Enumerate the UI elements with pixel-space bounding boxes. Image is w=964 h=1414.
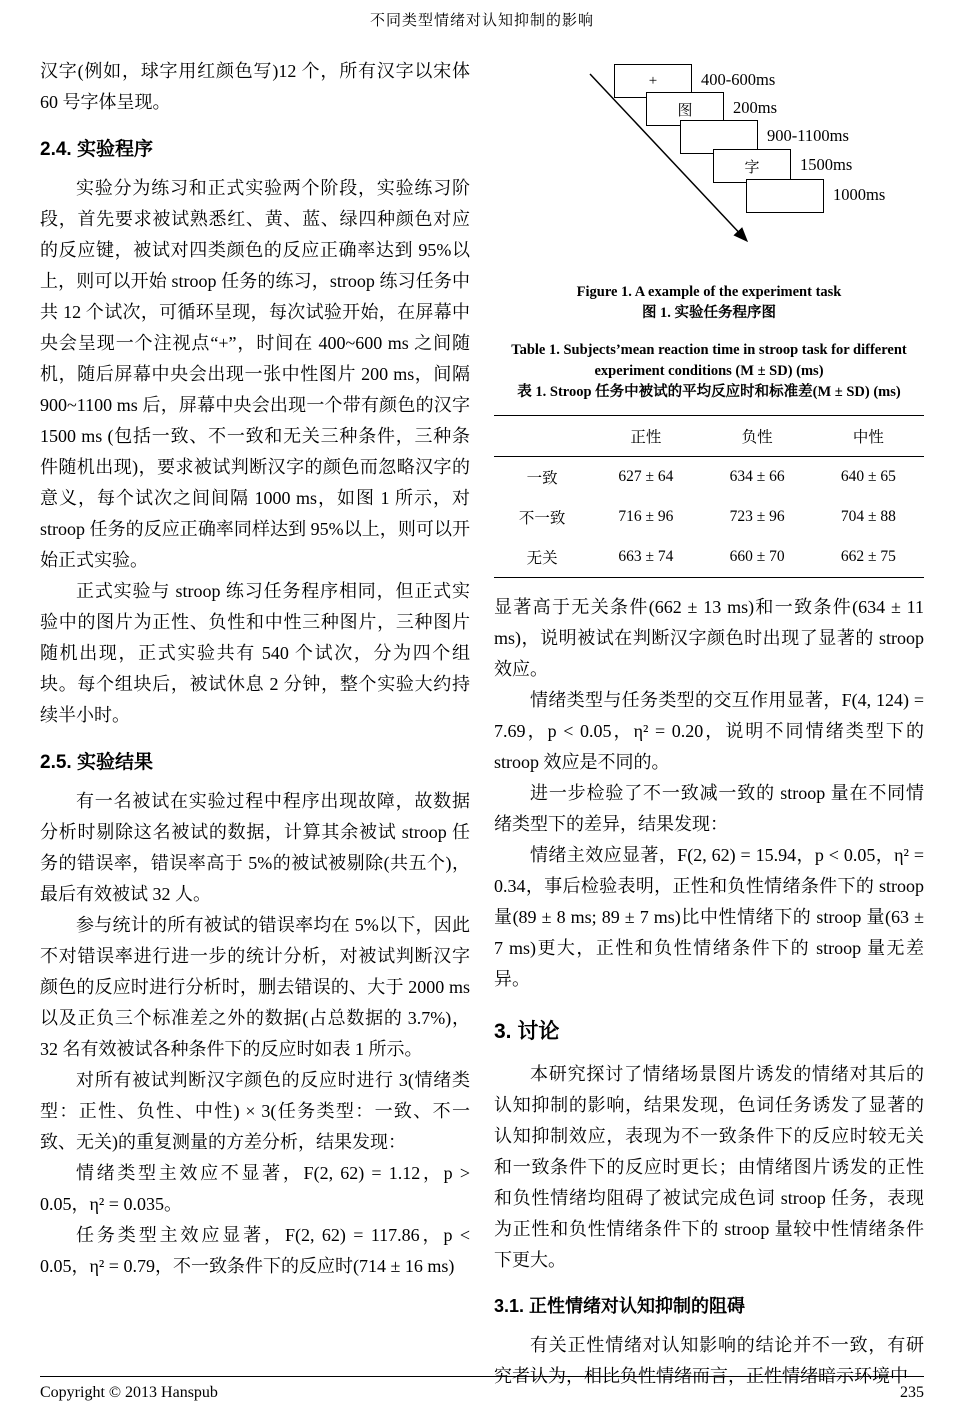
- figure-caption-zh: 图 1. 实验任务程序图: [641, 305, 777, 321]
- table-row: [494, 497, 924, 537]
- table-cell: 716 ± 96: [618, 508, 674, 525]
- paragraph: 对所有被试判断汉字颜色的反应时进行 3(情绪类型：正性、负性、中性) × 3(任务类型：一致、不一致、无关)的重复测量的方差分析，结果发现：: [40, 1070, 470, 1152]
- section-heading-3: 3. 讨论: [494, 1020, 560, 1043]
- figure-1-diagram: [494, 62, 924, 274]
- stimulus-box-iti: [746, 179, 824, 213]
- table-cell: 660 ± 70: [729, 548, 785, 565]
- table-header-cell: 中性: [852, 429, 884, 446]
- row-label: 一致: [526, 470, 558, 487]
- figure-caption-en: Figure 1. A example of the experiment task: [576, 284, 842, 300]
- duration-label: 400-600ms: [701, 70, 776, 89]
- row-label: 无关: [526, 550, 558, 567]
- picture-label: 图: [677, 102, 693, 119]
- section-heading-3-1: 3.1. 正性情绪对认知抑制的阻碍: [494, 1296, 746, 1316]
- paragraph: 任务类型主效应显著，F(2, 62) = 117.86，p < 0.05，η² = 0.79，不一致条件下的反应时(714 ± 16 ms): [40, 1225, 470, 1276]
- table-header-cell: [494, 416, 590, 457]
- right-column: [494, 56, 924, 1392]
- section-heading-2-5: 2.5. 实验结果: [40, 752, 153, 773]
- paragraph: 情绪主效应显著，F(2, 62) = 15.94，p < 0.05，η² = 0.34，事后检验表明，正性和负性情绪条件下的 stroop 量(89 ± 8 ms; 89 ± 7 ms)比中性情绪下的 stroop 量(63 ± 7 ms)更大，正性和负性情绪条件下的 stroop 量无差异。: [494, 845, 924, 989]
- paragraph: 有关正性情绪对认知影响的结论并不一致，有研究者认为，相比负性情绪而言，正性情绪暗示环境中: [494, 1335, 924, 1386]
- two-column-body: [0, 30, 964, 1392]
- page-title: 不同类型情绪对认知抑制的影响: [369, 13, 594, 29]
- paragraph: 正式实验与 stroop 练习任务程序相同，但正式实验中的图片为正性、负性和中性三种图片，三种图片随机出现，正式实验共有 540 个试次，分为四个组块。每个组块后，被试休息 2 分钟，整个实验大约持续半小时。: [40, 581, 470, 725]
- table-cell: 704 ± 88: [840, 508, 896, 525]
- duration-label: 900-1100ms: [767, 126, 849, 145]
- paragraph: 本研究探讨了情绪场景图片诱发的情绪对其后的认知抑制的影响，结果发现，色词任务诱发了显著的认知抑制效应，表现为不一致条件下的反应时较无关和一致条件下的反应时更长；由情绪图片诱发的正性和负性情绪均阻碍了被试完成色词 stroop 任务，表现为正性和负性情绪条件下的 stroop 量较中性情绪条件下更大。: [494, 1064, 924, 1270]
- table-header-cell: 负性: [741, 429, 773, 446]
- fixation-cross: +: [648, 72, 658, 89]
- table-row: [494, 537, 924, 578]
- paragraph: 参与统计的所有被试的错误率均在 5%以下，因此不对错误率进行进一步的统计分析，对被试判断汉字颜色的反应时进行分析时，删去错误的、大于 2000 ms 以及正负三个标准差之外的数据(占总数据的 3.7%)，32 名有效被试各种条件下的反应时如表 1 所示。: [40, 915, 470, 1059]
- table-caption-zh: 表 1. Stroop 任务中被试的平均反应时和标准差(M ± SD) (ms): [517, 384, 901, 400]
- table-cell: 640 ± 65: [840, 468, 896, 485]
- paragraph: 情绪类型主效应不显著，F(2, 62) = 1.12，p > 0.05，η² = 0.035。: [40, 1163, 470, 1214]
- page-number: 235: [900, 1384, 924, 1401]
- reaction-time-table: [494, 415, 924, 578]
- duration-label: 200ms: [733, 98, 778, 117]
- word-label: 字: [744, 159, 760, 176]
- table-cell: 627 ± 64: [618, 468, 674, 485]
- section-heading-2-4: 2.4. 实验程序: [40, 139, 153, 160]
- left-column: [40, 56, 470, 1392]
- table-cell: 663 ± 74: [618, 548, 674, 565]
- paragraph: 有一名被试在实验过程中程序出现故障，故数据分析时剔除这名被试的数据，计算其余被试 stroop 任务的错误率，错误率高于 5%的被试被剔除(共五个)，最后有效被试 32 人。: [40, 791, 470, 904]
- stimulus-box-word: [713, 149, 791, 183]
- paragraph: 情绪类型与任务类型的交互作用显著，F(4, 124) = 7.69，p < 0.05，η² = 0.20，说明不同情绪类型下的 stroop 效应是不同的。: [494, 690, 924, 772]
- paragraph: 实验分为练习和正式实验两个阶段，实验练习阶段，首先要求被试熟悉红、黄、蓝、绿四种颜色对应的反应键，被试对四类颜色的反应正确率达到 95%以上，则可以开始 stroop 任务的练习，stroop 练习任务中共 12 个试次，可循环呈现，每次试验开始，在屏幕中央会呈现一个注视点“+”，时间在 400~600 ms 之间随机，随后屏幕中央会出现一张中性图片 200 ms，间隔 900~1100 ms 后，屏幕中央会出现一个带有颜色的汉字 1500 ms (包括一致、不一致和无关三种条件，三种条件随机出现)，要求被试判断汉字的颜色而忽略汉字的意义，每个试次之间间隔 1000 ms，如图 1 所示，对 stroop 任务的反应正确率同样达到 95%以上，则可以开始正式实验。: [40, 178, 470, 570]
- duration-label: 1000ms: [833, 185, 886, 204]
- table-row: [494, 457, 924, 498]
- copyright-text: Copyright © 2013 Hanspub: [40, 1384, 218, 1401]
- table-caption-en: Table 1. Subjects’mean reaction time in stroop task for different experiment conditions (M ± SD) (ms): [511, 342, 907, 379]
- table-cell: 662 ± 75: [840, 548, 896, 565]
- paragraph: 显著高于无关条件(662 ± 13 ms)和一致条件(634 ± 11 ms)，说明被试在判断汉字颜色时出现了显著的 stroop 效应。: [494, 597, 924, 679]
- duration-label: 1500ms: [800, 155, 853, 174]
- page-footer: [40, 1376, 924, 1402]
- paragraph: 进一步检验了不一致减一致的 stroop 量在不同情绪类型下的差异，结果发现：: [494, 783, 924, 834]
- table-header-cell: 正性: [630, 429, 662, 446]
- table-cell: 723 ± 96: [729, 508, 785, 525]
- paragraph: 汉字(例如，球字用红颜色写)12 个，所有汉字以宋体 60 号字体呈现。: [40, 61, 470, 112]
- row-label: 不一致: [518, 510, 566, 527]
- table-header-row: [494, 416, 924, 457]
- table-cell: 634 ± 66: [729, 468, 785, 485]
